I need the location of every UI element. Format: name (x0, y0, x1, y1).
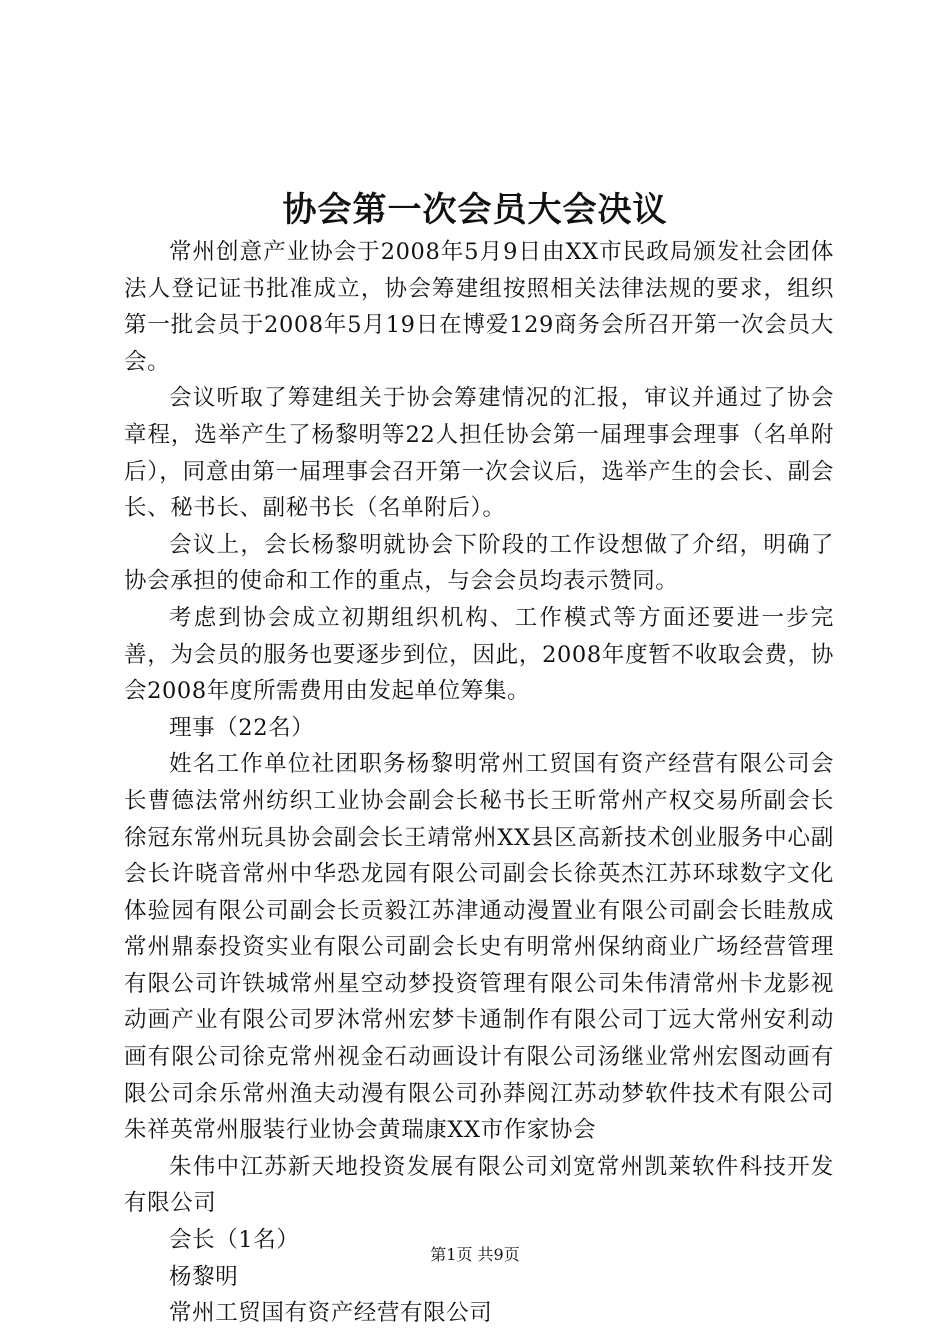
directors-heading: 理事（22名） (169, 714, 315, 741)
president-organization: 常州工贸国有资产经营有限公司 (169, 1300, 493, 1327)
document-body (124, 234, 834, 1332)
directors-list: 姓名工作单位社团职务杨黎明常州工贸国有资产经营有限公司会长曹德法常州纺织工业协会副会长秘书长王昕常州产权交易所副会长徐冠东常州玩具协会副会长王靖常州XX县区高新技术创业服务中心副会长许晓音常州中华恐龙园有限公司副会长徐英杰江苏环球数字文化体验园有限公司副会长贡毅江苏津通动漫置业有限公司副会长眭敖成常州鼎泰投资实业有限公司副会长史有明常州保纳商业广场经营管理有限公司许铁城常州星空动梦投资管理有限公司朱伟清常州卡龙影视动画产业有限公司罗沐常州宏梦卡通制作有限公司丁远大常州安利动画有限公司徐克常州视金石动画设计有限公司汤继业常州宏图动画有限公司余乐常州渔夫动漫有限公司孙莽阅江苏动梦软件技术有限公司朱祥英常州服装行业协会黄瑞康XX市作家协会 (124, 751, 834, 1144)
page-total: 共9页 (477, 1245, 520, 1264)
page-footer (0, 1245, 950, 1265)
paragraph-president-speech: 会议上，会长杨黎明就协会下阶段的工作设想做了介绍，明确了协会承担的使命和工作的重点，与会会员均表示赞同。 (124, 531, 834, 595)
paragraph-founding: 常州创意产业协会于2008年5月9日由XX市民政局颁发社会团体法人登记证书批准成立，协会筹建组按照相关法律法规的要求，组织第一批会员于2008年5月19日在博爱129商务会所召开第一次会员大会。 (124, 239, 834, 375)
president-heading: 会长（1名） (169, 1227, 300, 1254)
president-name: 杨黎明 (169, 1263, 239, 1290)
directors-list-continued: 朱伟中江苏新天地投资发展有限公司刘宽常州凯莱软件科技开发有限公司 (124, 1153, 834, 1217)
paragraph-meeting-resolution: 会议听取了筹建组关于协会筹建情况的汇报，审议并通过了协会章程，选举产生了杨黎明等22人担任协会第一届理事会理事（名单附后），同意由第一届理事会召开第一次会议后，选举产生的会长、副会长、秘书长、副秘书长（名单附后）。 (124, 385, 834, 522)
page-number: 第1页 (430, 1245, 473, 1264)
document-title: 协会第一次会员大会决议 (282, 190, 668, 230)
paragraph-membership-fee: 考虑到协会成立初期组织机构、工作模式等方面还要进一步完善，为会员的服务也要逐步到位，因此，2008年度暂不收取会费，协会2008年度所需费用由发起单位筹集。 (124, 604, 834, 705)
